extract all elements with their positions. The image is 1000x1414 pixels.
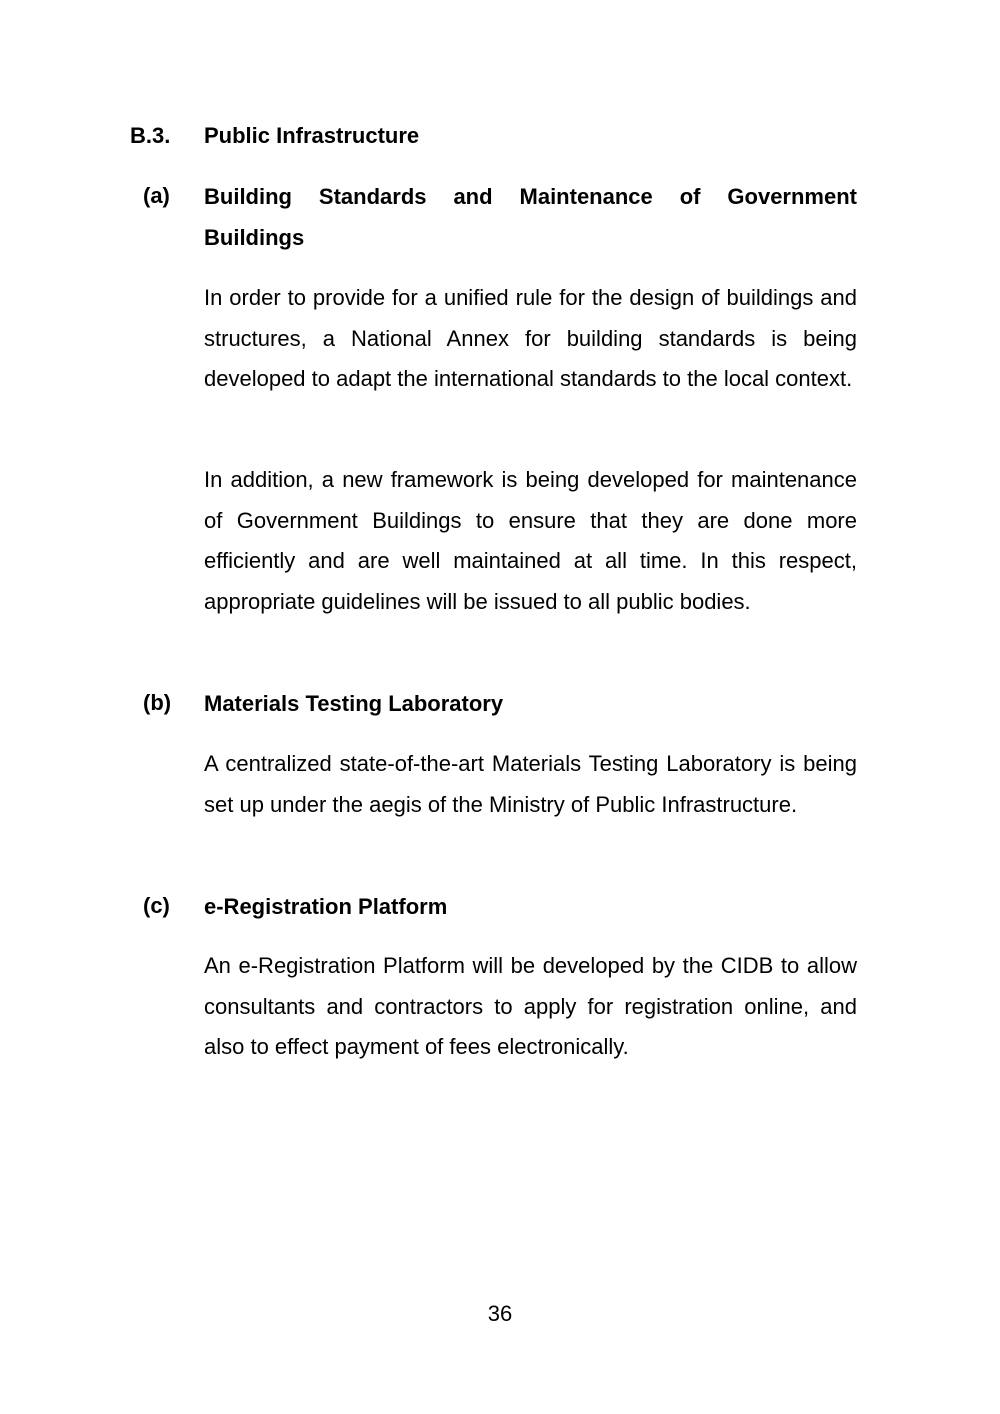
item-title-b: Materials Testing Laboratory: [204, 691, 504, 716]
item-title-a: Building Standards and Maintenance of Government Buildings: [204, 184, 857, 250]
paragraph-a-2: In addition, a new framework is being developed for maintenance of Government Buildings to ensure that they are done more efficiently and are well maintained at all time. In this respect, appropriate guidelines will be issued to all public bodies.: [204, 467, 857, 614]
paragraph-c-1: An e-Registration Platform will be developed by the CIDB to allow consultants and contractors to apply for registration online, and also to effect payment of fees electronically.: [204, 953, 857, 1059]
paragraph-a-1: In order to provide for a unified rule for the design of buildings and structures, a National Annex for building standards is being developed to adapt the international standards to the local context.: [204, 285, 857, 391]
item-title-c: e-Registration Platform: [204, 894, 448, 919]
item-label-c: (c): [143, 893, 170, 918]
item-label-b: (b): [143, 690, 172, 715]
item-label-a: (a): [143, 183, 170, 208]
section-heading: [130, 120, 860, 152]
section-number: B.3.: [130, 123, 171, 148]
page-number: 36: [487, 1301, 513, 1326]
section-title: Public Infrastructure: [204, 123, 420, 148]
paragraph-b-1: A centralized state-of-the-art Materials Testing Laboratory is being set up under the aegis of the Ministry of Public Infrastructure.: [204, 751, 857, 817]
